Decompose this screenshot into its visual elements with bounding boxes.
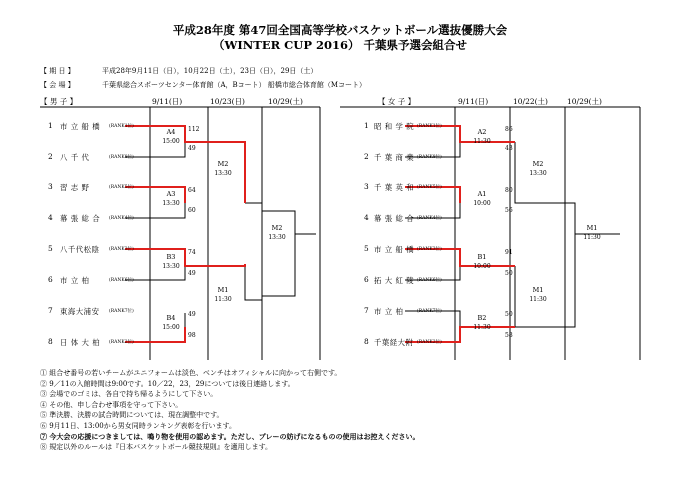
date-label: 【 期 日 】 [40, 67, 75, 75]
boys-r1-game4-time: 15:00 [162, 324, 180, 331]
girls-score: 50 [505, 270, 513, 277]
girls-score: 43 [505, 145, 513, 152]
boys-team-name: 幕 張 総 合 [60, 214, 101, 223]
boys-team-number: 4 [48, 213, 54, 222]
girls-date-semi: 10/22(土) [513, 97, 548, 106]
girls-semi1-time: 13:30 [529, 170, 547, 177]
boys-team-number: 6 [48, 275, 54, 284]
girls-team-rank: (RANK7位) [417, 309, 442, 314]
girls-score: 56 [505, 207, 513, 214]
girls-team-number: 7 [364, 306, 370, 315]
girls-team-rank: (RANK1位) [417, 124, 442, 129]
date-value: 平成28年9月11日（日），10月22日（土），23日（日），29日（土） [102, 67, 318, 75]
boys-r1-game1-time: 15:00 [162, 138, 180, 145]
boys-team-number: 3 [48, 182, 54, 191]
note-item: ⑤ 準決勝、決勝の試合時間については、現在調整中です。 [40, 411, 224, 420]
girls-r1-game1-time: 11:30 [473, 138, 491, 145]
girls-team-rank: (RANK8位) [417, 155, 442, 160]
note-item: ③ 会場でのゴミは、各自で持ち帰るようにして下さい。 [40, 390, 218, 399]
boys-r1-game2-time: 13:30 [162, 200, 180, 207]
boys-semi2-code: M1 [217, 286, 229, 294]
boys-team-name: 市 立 船 橋 [60, 122, 101, 131]
boys-team-rank: (RANK1位) [109, 124, 134, 129]
girls-label: 【 女 子 】 [378, 97, 416, 106]
note-item: ⑥ 9月11日、13:00から男女同時ランキング表彰を行います。 [40, 421, 236, 430]
girls-r1-game4-time: 11:30 [473, 324, 491, 331]
boys-team-name: 習 志 野 [60, 183, 90, 192]
boys-score: 112 [188, 126, 200, 133]
girls-score: 80 [505, 187, 513, 194]
boys-r1-game1-code: A4 [166, 128, 176, 136]
note-item: ⑧ 規定以外のルールは『日本バスケットボール競技規則』を適用します。 [40, 443, 273, 452]
boys-date-r1: 9/11(日) [152, 97, 183, 106]
girls-r1-game2-code: A1 [477, 190, 487, 198]
girls-r1-game2-time: 10:00 [473, 200, 491, 207]
girls-r1-game4-code: B2 [477, 314, 487, 322]
girls-team-name: 昭 和 学 院 [374, 122, 415, 131]
boys-team-number: 8 [48, 337, 54, 346]
girls-team-name: 市 立 柏 [374, 307, 404, 316]
boys-score: 49 [188, 270, 196, 277]
girls-semi2-time: 11:30 [529, 296, 547, 303]
girls-team-rank: (RANK4位) [417, 216, 442, 221]
boys-date-final: 10/29(土) [268, 97, 303, 106]
venue-label: 【 会 場 】 [40, 81, 75, 89]
boys-score: 98 [188, 332, 196, 339]
boys-semi1-code: M2 [217, 160, 229, 168]
boys-semi1-time: 13:30 [214, 170, 232, 177]
girls-team-number: 5 [364, 244, 370, 253]
boys-score: 49 [188, 311, 196, 318]
note-item: ④ その他、申し合わせ事項を守って下さい。 [40, 400, 183, 409]
boys-team-number: 7 [48, 306, 54, 315]
girls-r1-game1-code: A2 [477, 128, 487, 136]
boys-team-rank: (RANK7位) [109, 309, 134, 314]
boys-team-number: 1 [48, 121, 54, 130]
girls-team-name: 拓 大 紅 陵 [374, 276, 415, 285]
girls-team-rank: (RANK3位) [417, 247, 442, 252]
girls-semi1-code: M2 [532, 160, 544, 168]
boys-team-rank: (RANK3位) [109, 247, 134, 252]
girls-team-name: 千 葉 英 和 [374, 183, 415, 192]
girls-team-number: 8 [364, 337, 370, 346]
boys-team-rank: (RANK2位) [109, 340, 134, 345]
girls-date-r1: 9/11(日) [458, 97, 489, 106]
note-item: ② 9／11の入館時間は9:00です。10／22，23，29については後日連絡します。 [40, 379, 295, 388]
boys-r1-game3-time: 13:30 [162, 263, 180, 270]
boys-final-code: M2 [271, 224, 283, 232]
girls-team-name: 幕 張 総 合 [374, 214, 415, 223]
girls-team-number: 1 [364, 121, 370, 130]
boys-team-number: 5 [48, 244, 54, 253]
girls-team-rank: (RANK5位) [417, 185, 442, 190]
boys-score: 60 [188, 207, 196, 214]
boys-team-rank: (RANK6位) [109, 278, 134, 283]
boys-label: 【 男 子 】 [40, 97, 78, 106]
girls-team-name: 千葉経大附 [374, 338, 414, 347]
boys-semi2-time: 11:30 [214, 296, 232, 303]
girls-team-number: 4 [364, 213, 370, 222]
title-line1: 平成28年度 第47回全国高等学校バスケットボール選抜優勝大会 [172, 23, 508, 37]
girls-final-time: 11:30 [583, 234, 601, 241]
girls-date-final: 10/29(土) [567, 97, 602, 106]
boys-team-name: 八 千 代 [60, 153, 90, 162]
girls-team-name: 千 葉 商 業 [374, 153, 415, 162]
girls-score: 91 [505, 249, 513, 256]
boys-team-rank: (RANK4位) [109, 216, 134, 221]
boys-score: 49 [188, 145, 196, 152]
boys-team-name: 日 体 大 柏 [60, 338, 101, 347]
boys-team-name: 八千代松陰 [60, 245, 100, 254]
boys-team-number: 2 [48, 152, 54, 161]
note-item: ⑦ 今大会の応援につきましては、鳴り物を使用の認めます。ただし、プレーの妨げになるものの使用はお控えください。 [40, 431, 420, 441]
girls-team-number: 6 [364, 275, 370, 284]
boys-date-semi: 10/23(日) [210, 97, 245, 106]
girls-team-number: 2 [364, 152, 370, 161]
boys-final-time: 13:30 [268, 234, 286, 241]
venue-value: 千葉県総合スポーツセンター体育館（A，Bコート） 船橋市総合体育館（Mコート） [102, 81, 367, 89]
girls-semi2-code: M1 [532, 286, 544, 294]
girls-score: 58 [505, 332, 513, 339]
boys-score: 74 [188, 249, 196, 256]
girls-team-rank: (RANK2位) [417, 340, 442, 345]
girls-team-number: 3 [364, 182, 370, 191]
boys-team-name: 東海大浦安 [60, 307, 100, 316]
girls-score: 86 [505, 126, 513, 133]
boys-r1-game2-code: A3 [166, 190, 176, 198]
note-item: ① 組合せ番号の若いチームがユニフォームは淡色、ベンチはオフィシャルに向かって右側です。 [40, 369, 342, 377]
girls-r1-game3-time: 10:00 [473, 263, 491, 270]
boys-r1-game3-code: B3 [166, 253, 176, 261]
girls-team-rank: (RANK6位) [417, 278, 442, 283]
girls-final-code: M1 [586, 224, 598, 232]
boys-team-rank: (RANK5位) [109, 185, 134, 190]
boys-team-name: 市 立 柏 [60, 276, 90, 285]
notes-list [40, 368, 419, 453]
girls-team-name: 市 立 船 橋 [374, 245, 415, 254]
boys-r1-game4-code: B4 [166, 314, 176, 322]
boys-score: 64 [188, 187, 196, 194]
girls-score: 50 [505, 311, 513, 318]
boys-team-rank: (RANK8位) [109, 155, 134, 160]
girls-r1-game3-code: B1 [477, 253, 487, 261]
title-line2: （WINTER CUP 2016） 千葉県予選会組合せ [212, 38, 468, 52]
